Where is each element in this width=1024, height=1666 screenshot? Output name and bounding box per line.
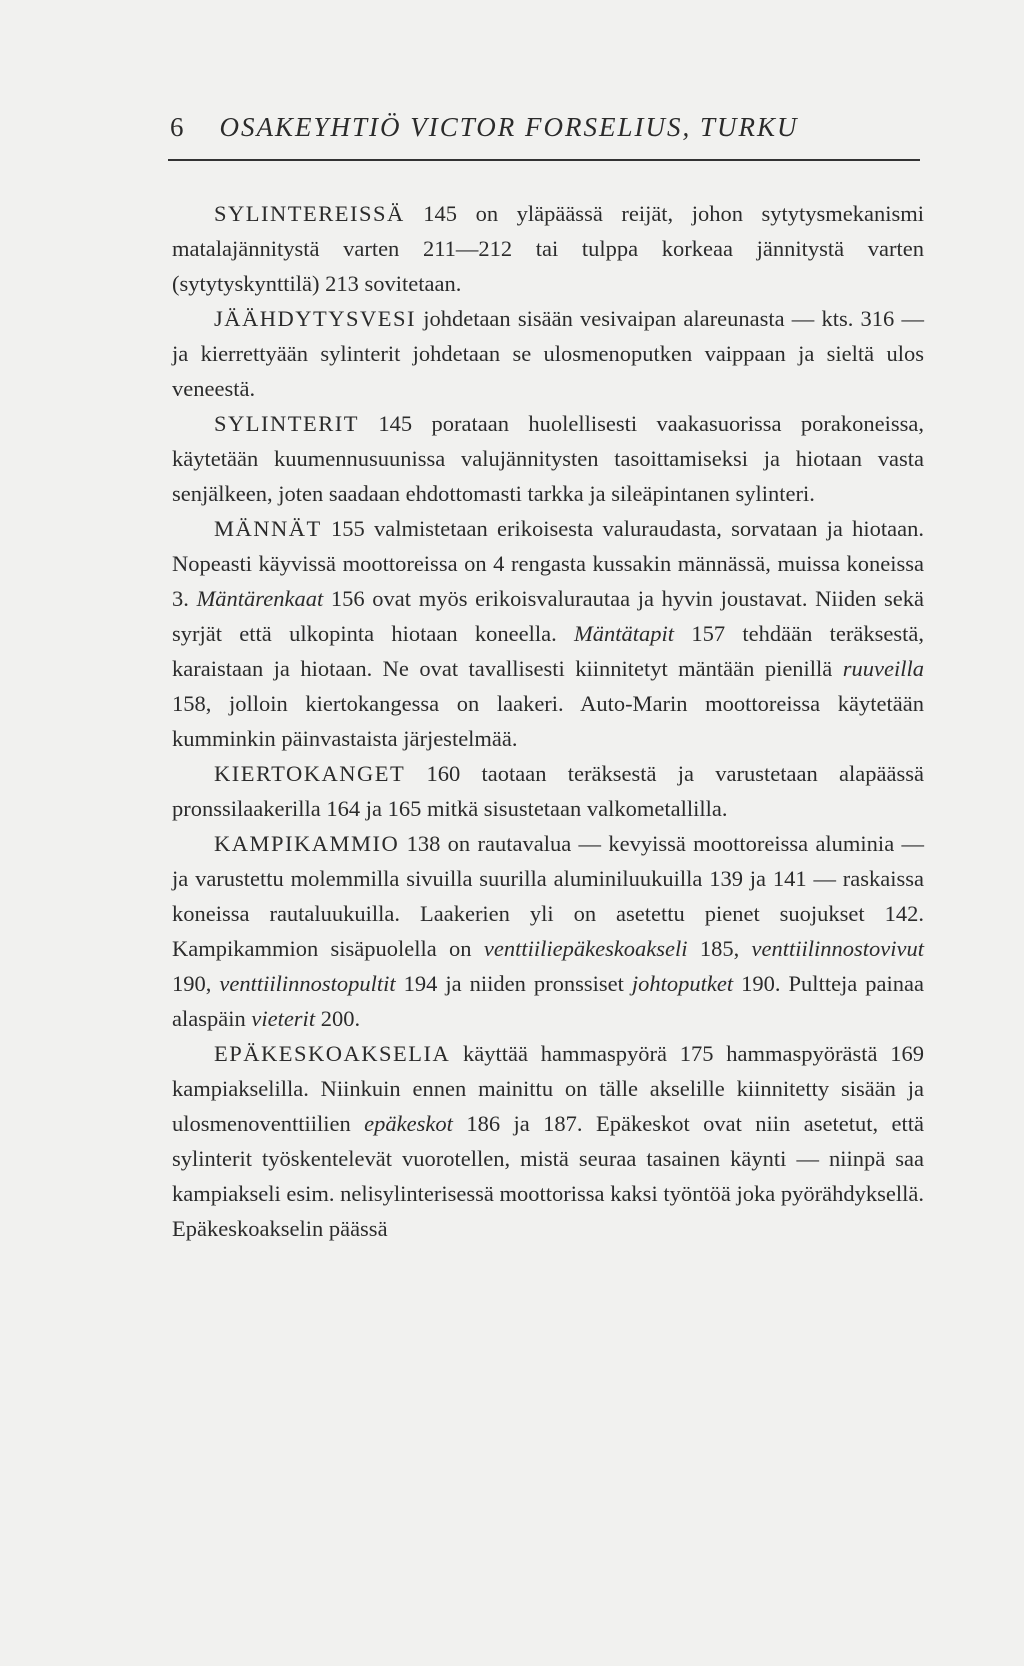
- paragraph-jaahdytysvesi: [172, 301, 924, 406]
- running-title: OSAKEYHTIÖ VICTOR FORSELIUS, TURKU: [219, 112, 799, 142]
- paragraph-heading: KAMPIKAMMIO: [214, 831, 400, 856]
- paragraph-text: 190,: [172, 971, 220, 996]
- paragraph-text: 186 ja 187. Epäkeskot ovat niin asetetut, että sylinterit työskentelevät vuorotellen, mistä seuraa tasainen käynti — niinpä saa kampiakseli esim. nelisylinterisessä moottorissa kaksi työntöä joka pyörähdyksellä. Epäkeskoakselin päässä: [172, 1111, 924, 1241]
- paragraph-text: 157 tehdään teräksestä, karaistaan ja hiotaan. Ne ovat tavallisesti kiinnitetyt mäntään pienillä: [172, 621, 924, 681]
- term-italic: johtoputket: [631, 971, 734, 996]
- paragraph-heading: MÄNNÄT: [214, 516, 322, 541]
- page-header: [170, 112, 918, 143]
- body-text: [172, 196, 924, 1246]
- term-italic: ruuveilla: [842, 656, 924, 681]
- paragraph-heading: KIERTOKANGET: [214, 761, 406, 786]
- paragraph-text: 145 porataan huolellisesti vaakasuorissa porakoneissa, käytetään kuumennusuunissa valujännitysten tasoittamiseksi ja hiotaan vasta senjälkeen, joten saadaan ehdottomasti tarkka ja sileäpintanen sylinteri.: [172, 411, 924, 506]
- paragraph-text: johdetaan sisään vesivaipan alareunasta — kts. 316 — ja kierrettyään sylinterit johdetaan se ulosmenoputken vaippaan ja sieltä ulos veneestä.: [172, 306, 924, 401]
- paragraph-text: 158, jolloin kiertokangessa on laakeri. Auto-Marin moottoreissa käytetään kumminkin päinvastaista järjestelmää.: [172, 691, 924, 751]
- paragraph-text: 185,: [687, 936, 752, 961]
- header-rule: [168, 159, 920, 161]
- paragraph-sylintereissa: [172, 196, 924, 301]
- term-italic: venttiilinnostovivut: [751, 936, 924, 961]
- paragraph-mannat: [172, 511, 924, 756]
- term-italic: venttiiliepäkeskoakseli: [483, 936, 688, 961]
- term-italic: venttiilinnostopultit: [219, 971, 396, 996]
- term-italic: epäkeskot: [364, 1111, 453, 1136]
- paragraph-text: 200.: [315, 1006, 361, 1031]
- paragraph-text: 155 valmistetaan erikoisesta valuraudasta, sorvataan ja hiotaan. Nopeasti käyvissä moottoreissa on 4 rengasta kussakin männässä, muissa koneissa 3.: [172, 516, 924, 611]
- paragraph-heading: SYLINTEREISSÄ: [214, 201, 405, 226]
- paragraph-epakeskoakselia: [172, 1036, 924, 1246]
- paragraph-kiertokanget: [172, 756, 924, 826]
- paragraph-kampikammio: [172, 826, 924, 1036]
- term-italic: vieterit: [251, 1006, 316, 1031]
- paragraph-text: 190. Pultteja painaa alaspäin: [172, 971, 925, 1031]
- term-italic: Mäntätapit: [574, 621, 675, 646]
- paragraph-heading: EPÄKESKOAKSELIA: [214, 1041, 451, 1066]
- paragraph-text: 194 ja niiden pronssiset: [395, 971, 632, 996]
- paragraph-heading: SYLINTERIT: [214, 411, 359, 436]
- paragraph-text: käyttää hammaspyörä 175 hammaspyörästä 169 kampiakselilla. Niinkuin ennen mainittu on tälle akselille kiinnitetty sisään ja ulosmenoventtiilien: [172, 1041, 924, 1136]
- paragraph-sylinterit: [172, 406, 924, 511]
- page-number: 6: [170, 112, 186, 142]
- term-italic: Mäntärenkaat: [196, 586, 324, 611]
- paragraph-text: 145 on yläpäässä reijät, johon sytytysmekanismi matalajännitystä varten 211—212 tai tulppa korkeaa jännitystä varten (sytytyskynttilä) 213 sovitetaan.: [172, 201, 924, 296]
- paragraph-heading: JÄÄHDYTYSVESI: [214, 306, 417, 331]
- paragraph-text: 156 ovat myös erikoisvalurautaa ja hyvin joustavat. Niiden sekä syrjät että ulkopinta hiotaan koneella.: [172, 586, 925, 646]
- paragraph-text: 138 on rautavalua — kevyissä moottoreissa aluminia — ja varustettu molemmilla sivuilla suurilla aluminiluukuilla 139 ja 141 — raskaissa koneissa rautaluukuilla. Laakerien yli on asetettu pienet suojukset 142. Kampikammion sisäpuolella on: [172, 831, 924, 961]
- paragraph-text: 160 taotaan teräksestä ja varustetaan alapäässä pronssilaakerilla 164 ja 165 mitkä sisustetaan valkometallilla.: [172, 761, 924, 821]
